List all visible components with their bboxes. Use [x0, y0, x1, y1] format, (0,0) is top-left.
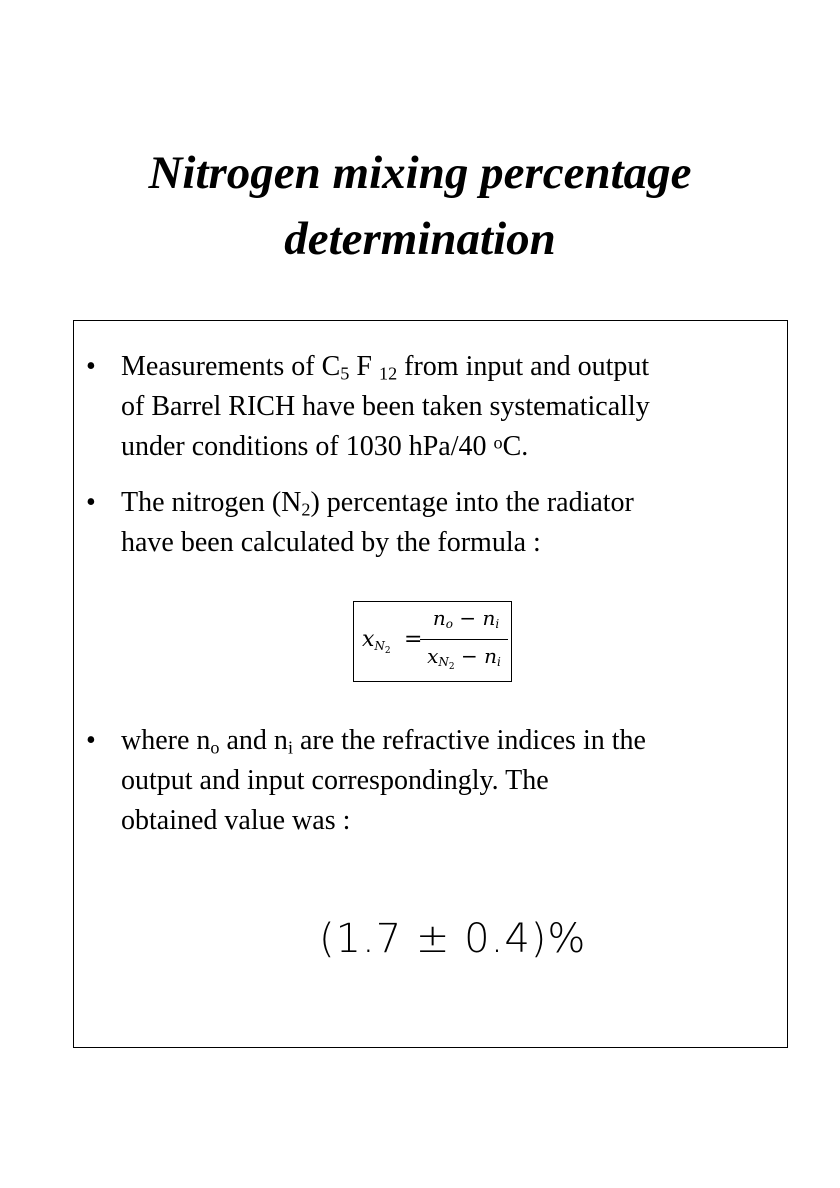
- text-span: under conditions of 1030 hPa/40: [121, 431, 494, 462]
- title-line-2: determination: [284, 213, 556, 265]
- formula-symbol: o: [445, 617, 453, 631]
- formula-operator: −: [459, 606, 477, 630]
- bullet-line: [121, 721, 786, 761]
- bullet-line: have been calculated by the formula :: [121, 527, 541, 558]
- bullet-text: [121, 483, 786, 563]
- formula-symbol: N: [374, 639, 385, 653]
- formula-symbol: N: [438, 655, 449, 669]
- bullet-text: [121, 721, 786, 841]
- bullet-line: [121, 347, 786, 387]
- formula-symbol: x: [362, 627, 375, 652]
- result-value: (1.7 ± 0.4)%: [319, 916, 587, 962]
- formula-symbol: 2: [384, 646, 391, 656]
- page-title: [0, 140, 840, 272]
- formula-symbol: x: [427, 644, 439, 668]
- formula-box: [353, 601, 512, 682]
- text-span: The nitrogen (N: [121, 487, 302, 518]
- formula-numerator: [424, 606, 508, 630]
- superscript: o: [493, 432, 503, 453]
- bullet-line: [121, 427, 786, 467]
- formula-symbol: i: [497, 655, 501, 669]
- subscript: i: [287, 737, 293, 758]
- bullet-text: [121, 347, 786, 467]
- bullet-marker: •: [86, 725, 96, 756]
- bullet-line: output and input correspondingly. The: [121, 765, 549, 796]
- subscript: 2: [301, 499, 311, 520]
- text-span: are the refractive indices in the: [293, 725, 646, 756]
- formula-symbol: i: [495, 617, 500, 631]
- bullet-line: of Barrel RICH have been taken systematically: [121, 391, 650, 422]
- formula-symbol: n: [482, 606, 496, 630]
- text-span: Measurements of C: [121, 351, 341, 382]
- formula-symbol: 2: [448, 662, 455, 672]
- bullet-marker: •: [86, 487, 96, 518]
- fraction-bar: [420, 639, 508, 640]
- text-span: ) percentage into the radiator: [310, 487, 634, 518]
- formula-symbol: n: [432, 606, 446, 630]
- text-span: F: [349, 351, 379, 382]
- formula-equals: =: [404, 627, 423, 652]
- text-span: and n: [219, 725, 288, 756]
- formula-lhs: [362, 627, 391, 656]
- bullet-line: [121, 483, 786, 523]
- title-line-1: Nitrogen mixing percentage: [148, 147, 692, 199]
- formula-operator: −: [461, 644, 478, 668]
- subscript: 5: [340, 363, 350, 384]
- text-span: C.: [502, 431, 529, 462]
- subscript: 12: [378, 363, 398, 384]
- content-box: [73, 320, 788, 1048]
- bullet-marker: •: [86, 351, 96, 382]
- formula-denominator: [420, 644, 508, 672]
- subscript: o: [210, 737, 220, 758]
- text-span: from input and output: [397, 351, 650, 382]
- bullet-line: obtained value was :: [121, 805, 351, 836]
- text-span: where n: [121, 725, 211, 756]
- formula-symbol: n: [484, 644, 498, 668]
